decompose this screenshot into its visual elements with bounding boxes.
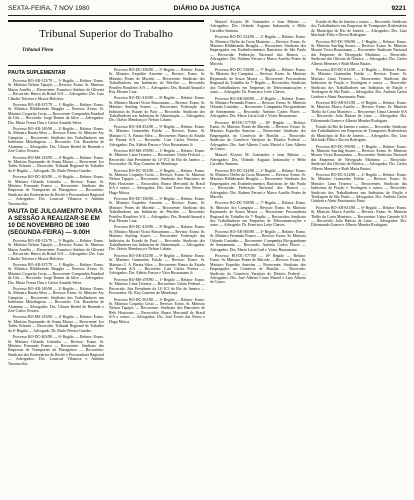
column-1 — [8, 20, 104, 494]
case-entry: Estado do Rio de Janeiro e outros — Recorrido: Sindicato dos Trabalhadores em Empresas de Transportes Rodoviários do Município do Rio de Janeiro — Advogados: Drs. Lino Machado Filho e Dirceu Rodrigues. — [311, 20, 407, 38]
case-entry: Processo RO-AR-140/80 — 2ª Região — Relator: Exmo. Sr. Ministro Barata Silva — Revisor: Exmo. Sr. Ministro Ary Campista — Recorrente: Sindicato dos Trabalhadores nas Indústrias Metalúrgicas — Recorrido: Cia. Brasileira de Alumínio — Advogados: Drs. Ulisses Riedel de Resende e José Carlos Novaes. — [8, 127, 104, 154]
case-entry: Manoel Aloysio M. Guimarães e Ivan Ribeiro — Advogados: Drs. Orlando Augusto Imbassahy e Hélio Carvalho Santana. — [210, 20, 306, 33]
case-entry: Estado do Rio de Janeiro e outros — Recorrido: Sindicato dos Trabalhadores em Empresas de Transportes Rodoviários do Município do Rio de Janeiro — Advogados: Drs. Lino Machado Filho e Dirceu Rodrigues. — [311, 124, 407, 143]
case-entry: Processo RO-DC-538/80 — 7ª Região — Relator: Exmo. Sr. Ministro Ary Campista — Revisor: Exmo. Sr. Ministro Raymundo de Souza Moura — Recorrente: Procuradoria Regional do Trabalho da 7ª Região — Recorridos: Sindicato dos Trabalhadores em Empresas de Telecomunicações e outro — Advogado: Dr. Francisco Leite Chaves. — [210, 201, 306, 228]
case-entry: Processo RO-MS-478/80 — 1ª Região — Relator: Exmo. Sr. Ministro Lima Teixeira — Recorrente: União Federal — Recorrido: Juiz Presidente da 12ª JCJ do Rio de Janeiro — Procurador: Dr. Ruy Carneiro de Mendonça. — [109, 148, 205, 167]
column-2 — [109, 20, 205, 494]
case-entry: Processo RO-AR-631/80 — 6ª Região — Relator: Exmo. Sr. Ministro Marco Aurélio — Revisor: Exmo. Sr. Ministro Thélio da Costa Monteiro — Recorrente: Usina Catende S/A — Recorrido: João Batista de Lima — Advogados: Drs. Dilermando Gomes e Alberto Mendes Rodrigues. — [311, 205, 407, 228]
case-entry: Processo RO-DC-356/80 — 5ª Região — Relator: Exmo. Sr. Ministro Expedito Amorim — Revisor: Exmo. Sr. Ministro Prates de Macedo — Recorrente: Sindicato dos Trabalhadores nas Indústrias do Petróleo — Recorrida: Petróleo Brasileiro S/A — Advogados: Drs. Ronald Amaral e Ruy Moraes Cruz. — [109, 196, 205, 223]
case-entry: Processo RO-DC-577/80 — 10ª Região — Relator: Exmo. Sr. Ministro Prates de Macedo — Revisor: Exmo. Sr. Ministro Expedito Amorim — Recorrente: Sindicato dos Empregados no Comércio de Brasília — Recorrido: Sindicato do Comércio Varejista do Distrito Federal — Advogados: Drs. José Alberto Couto Maciel e Lino Alberto de Castro. — [210, 120, 306, 151]
column-2-text — [109, 68, 205, 195]
case-entry: Processo RO-AR-560/80 — 4ª Região — Relator: Exmo. Sr. Ministro Fernando Franco — Revisor: Exmo. Sr. Ministro Orlando Coutinho — Recorrente: Companhia Rio-grandense de Saneamento — Recorrido: Antônio Carlos Flores — Advogados: Drs. Maria Lúcia Leal e Victor Russomano. — [210, 229, 306, 252]
case-entry: Processo RO-AR-452/80 — 9ª Região — Relator: Exmo. Sr. Ministro Guimarães Falcão — Revisor: Exmo. Sr. Ministro C. A. Barata Silva — Recorrente: Banco do Estado do Paraná S/A — Recorrido: Luiz Carlos Pereira — Advogados: Drs. Edésio Passos e Vitor Russomano Jr. — [109, 253, 205, 276]
column-3-text-continued — [210, 153, 306, 284]
case-entry: Processo RO-DC-590/80 — 1ª Região — Relator: Exmo. Sr. Ministro Starling Soares — Revisor: Exmo. Sr. Ministro Mozart Victor Russomano — Recorrente: Sindicato Nacional das Empresas de Navegação Marítima — Recorrido: Sindicato dos Oficiais de Náutica — Advogados: Drs. Carlos Alberto Menezes e Ruth Maria Bastos. — [311, 144, 407, 171]
case-entry: Processo RO-AR-337/79 — 1ª Região — Relator: Exmo. Sr. Ministro Hildebrando Bisaglia — Revisor: Exmo. Sr. Ministro Coqueijo Costa — Recorrente: Companhia Estadual de Gás — Recorrido: Jorge Ramos da Silva — Advogados: Drs. Maria Tereza Dias e Carlos Arnaldo Selva. — [8, 263, 104, 285]
case-entry: Processo RO-DC-501/80 — 3ª Região — Relator: Exmo. Sr. Ministro Coqueijo Costa — Revisor: Exmo. Sr. Ministro Nelson Tapajós — Recorrente: Sindicato dos Bancários de Belo Horizonte — Recorridos: Banco Mercantil do Brasil S/A e outros — Advogados: Drs. José Torres das Neves e Hugo Mósca. — [109, 297, 205, 324]
case-entry: Processo RO-MS-218/80 — 4ª Região — Relator: Exmo. Sr. Ministro Raymundo de Souza Moura — Recorrente: Ivo Tadeu Schmitt — Recorrido: Tribunal Regional do Trabalho da 4ª Região — Advogado: Dr. Paulo Pereira Guedes. — [8, 155, 104, 173]
court-title: Tribunal Superior do Trabalho — [39, 28, 173, 40]
case-entry: Manoel Aloysio M. Guimarães e Ivan Ribeiro — Advogados: Drs. Orlando Augusto Imbassahy e Hélio Carvalho Santana. — [210, 153, 306, 167]
column-4 — [311, 20, 407, 494]
column-4-text — [311, 20, 407, 123]
case-entry: Processo RO-AR-125/79 — 3ª Região — Relator: Exmo. Sr. Ministro Nelson Tapajós — Revisor: Exmo. Sr. Ministro Marco Aurélio — Recorrente: Francisco Antônio de Oliveira — Recorrido: Banco do Brasil S/A — Advogados: Drs. Luiz Cláudio Teixeira e Moacir Belchior. — [8, 238, 104, 261]
case-entry: Processo RO-DC-538/80 — 7ª Região — Relator: Exmo. Sr. Ministro Ary Campista — Revisor: Exmo. Sr. Ministro Raymundo de Souza Moura — Recorrente: Procuradoria Regional do Trabalho da 7ª Região — Recorridos: Sindicato dos Trabalhadores em Empresas de Telecomunicações e outro — Advogado: Dr. Francisco Leite Chaves. — [210, 68, 306, 95]
case-entry: Processo RO-MS-218/80 — 4ª Região — Relator: Exmo. Sr. Ministro Raymundo de Souza Moura — Recorrente: Ivo Tadeu Schmitt — Recorrido: Tribunal Regional do Trabalho da 4ª Região — Advogado: Dr. Paulo Pereira Guedes. — [8, 315, 104, 333]
column-1-text-continued — [8, 239, 104, 366]
case-entry: Processo RO-DC-612/80 — 2ª Região — Relator: Exmo. Sr. Ministro Guimarães Falcão — Revisor: Exmo. Sr. Ministro Lima Teixeira — Recorrentes: Sindicato das Indústrias de Fiação e Tecelagem e outros — Recorrido: Sindicato dos Trabalhadores nas Indústrias de Fiação e Tecelagem de São Paulo — Advogados: Drs. Antônio Carlos Guidoni e Almir Pazzianotto Pinto. — [311, 68, 407, 99]
case-entry: Processo RO-DC-410/80 — 8ª Região — Relator: Exmo. Sr. Ministro Mozart Victor Russomano — Revisor: Exmo. Sr. Ministro Starling Soares — Recorrente: Federação das Indústrias do Estado do Pará — Recorrido: Sindicato dos Trabalhadores nas Indústrias de Alimentação — Advogados: Drs. Otávio Mendonça e Nelson Lobato. — [109, 225, 205, 252]
case-entry: Processo RO-AR-125/79 — 3ª Região — Relator: Exmo. Sr. Ministro Nelson Tapajós — Revisor: Exmo. Sr. Ministro Marco Aurélio — Recorrente: Francisco Antônio de Oliveira — Recorrido: Banco do Brasil S/A — Advogados: Drs. Luiz Cláudio Teixeira e Moacir Belchior. — [8, 79, 104, 101]
court-subtitle: Tribunal Pleno — [22, 48, 54, 53]
page-header — [8, 5, 406, 16]
case-entry: Processo RO-AR-631/80 — 6ª Região — Relator: Exmo. Sr. Ministro Marco Aurélio — Revisor: Exmo. Sr. Ministro Thélio da Costa Monteiro — Recorrente: Usina Catende S/A — Recorrido: João Batista de Lima — Advogados: Drs. Dilermando Gomes e Alberto Mendes Rodrigues. — [311, 100, 407, 123]
case-entry: Processo RO-AR-560/80 — 4ª Região — Relator: Exmo. Sr. Ministro Fernando Franco — Revisor: Exmo. Sr. Ministro Orlando Coutinho — Recorrente: Companhia Rio-grandense de Saneamento — Recorrido: Antônio Carlos Flores — Advogados: Drs. Maria Lúcia Leal e Victor Russomano. — [210, 96, 306, 119]
case-entry: Processo RO-AR-337/79 — 1ª Região — Relator: Exmo. Sr. Ministro Hildebrando Bisaglia — Revisor: Exmo. Sr. Ministro Coqueijo Costa — Recorrente: Companhia Estadual de Gás — Recorrido: Jorge Ramos da Silva — Advogados: Drs. Maria Tereza Dias e Carlos Arnaldo Selva. — [8, 103, 104, 125]
case-entry: Processo RO-DC-612/80 — 2ª Região — Relator: Exmo. Sr. Ministro Guimarães Falcão — Revisor: Exmo. Sr. Ministro Lima Teixeira — Recorrentes: Sindicato das Indústrias de Fiação e Tecelagem e outros — Recorrido: Sindicato dos Trabalhadores nas Indústrias de Fiação e Tecelagem de São Paulo — Advogados: Drs. Antônio Carlos Guidoni e Almir Pazzianotto Pinto. — [311, 173, 407, 204]
column-3 — [210, 20, 306, 494]
column-4-text-continued — [311, 125, 407, 228]
issue-date: SEXTA-FEIRA, 7 NOV 1980 — [8, 5, 90, 12]
case-entry: Processo RO-DC-524/80 — 2ª Região — Relator: Exmo. Sr. Ministro Thélio da Costa Monteiro — Revisor: Exmo. Sr. Ministro Hildebrando Bisaglia — Recorrente: Sindicato dos Empregados em Estabelecimentos Bancários de São Paulo — Recorrida: Federação Nacional dos Bancos — Advogados: Drs. Rubens Ferrari e Marco Aurélio Prates de Macedo. — [210, 168, 306, 200]
publication-title: DIÁRIO DA JUSTIÇA — [173, 5, 241, 12]
section-heading-pauta: PAUTA SUPLEMENTAR — [8, 70, 66, 76]
page-number: 9221 — [391, 5, 406, 12]
case-entry: Processo RO-DC-577/80 — 10ª Região — Relator: Exmo. Sr. Ministro Prates de Macedo — Revisor: Exmo. Sr. Ministro Expedito Amorim — Recorrente: Sindicato dos Empregados no Comércio de Brasília — Recorrido: Sindicato do Comércio Varejista do Distrito Federal — Advogados: Drs. José Alberto Couto Maciel e Lino Alberto de Castro. — [210, 253, 306, 285]
case-entry: Processo RO-AR-140/80 — 2ª Região — Relator: Exmo. Sr. Ministro Barata Silva — Revisor: Exmo. Sr. Ministro Ary Campista — Recorrente: Sindicato dos Trabalhadores nas Indústrias Metalúrgicas — Recorrido: Cia. Brasileira de Alumínio — Advogados: Drs. Ulisses Riedel de Resende e José Carlos Novaes. — [8, 287, 104, 314]
case-entry: Processo RO-AR-452/80 — 9ª Região — Relator: Exmo. Sr. Ministro Guimarães Falcão — Revisor: Exmo. Sr. Ministro C. A. Barata Silva — Recorrente: Banco do Estado do Paraná S/A — Recorrido: Luiz Carlos Pereira — Advogados: Drs. Edésio Passos e Vitor Russomano Jr. — [109, 124, 205, 147]
court-masthead — [8, 20, 204, 66]
column-1-text — [8, 79, 104, 206]
case-entry: Processo RO-DC-524/80 — 2ª Região — Relator: Exmo. Sr. Ministro Thélio da Costa Monteiro — Revisor: Exmo. Sr. Ministro Hildebrando Bisaglia — Recorrente: Sindicato dos Empregados em Estabelecimentos Bancários de São Paulo — Recorrida: Federação Nacional dos Bancos — Advogados: Drs. Rubens Ferrari e Marco Aurélio Prates de Macedo. — [210, 35, 306, 66]
case-entry: Processo RO-DC-402/80 — 6ª Região — Relator: Exmo. Sr. Ministro Orlando Coutinho — Revisor: Exmo. Sr. Ministro Fernando Franco — Recorrente: Sindicato das Empresas de Transportes de Passageiros — Recorridos: Sindicato dos Rodoviários do Recife e Procuradoria Regional — Advogados: Drs. Lourival Vilanova e Antônio Vasconcelos. — [8, 335, 104, 366]
case-entry: Processo RO-DC-356/80 — 5ª Região — Relator: Exmo. Sr. Ministro Expedito Amorim — Revisor: Exmo. Sr. Ministro Prates de Macedo — Recorrente: Sindicato dos Trabalhadores nas Indústrias do Petróleo — Recorrida: Petróleo Brasileiro S/A — Advogados: Drs. Ronald Amaral e Ruy Moraes Cruz. — [109, 68, 205, 95]
case-entry: Processo RO-MS-478/80 — 1ª Região — Relator: Exmo. Sr. Ministro Lima Teixeira — Recorrente: União Federal — Recorrido: Juiz Presidente da 12ª JCJ do Rio de Janeiro — Procurador: Dr. Ruy Carneiro de Mendonça. — [109, 277, 205, 296]
column-3-text — [210, 20, 306, 151]
column-2-text-continued — [109, 197, 205, 324]
section-heading-session: PAUTA DE JULGAMENTO PARA A SESSÃO A REALIZAR-SE EM 10 DE NOVEMBRO DE 1980 (SEGUNDA-FEIRA) — 9.00H — [8, 207, 102, 236]
case-entry: Processo RO-DC-590/80 — 1ª Região — Relator: Exmo. Sr. Ministro Starling Soares — Revisor: Exmo. Sr. Ministro Mozart Victor Russomano — Recorrente: Sindicato Nacional das Empresas de Navegação Marítima — Recorrido: Sindicato dos Oficiais de Náutica — Advogados: Drs. Carlos Alberto Menezes e Ruth Maria Bastos. — [311, 39, 407, 66]
case-entry: Processo RO-DC-402/80 — 6ª Região — Relator: Exmo. Sr. Ministro Orlando Coutinho — Revisor: Exmo. Sr. Ministro Fernando Franco — Recorrente: Sindicato das Empresas de Transportes de Passageiros — Recorridos: Sindicato dos Rodoviários do Recife e Procuradoria Regional — Advogados: Drs. Lourival Vilanova e Antônio Vasconcelos. — [8, 175, 104, 206]
case-entry: Processo RO-DC-410/80 — 8ª Região — Relator: Exmo. Sr. Ministro Mozart Victor Russomano — Revisor: Exmo. Sr. Ministro Starling Soares — Recorrente: Federação das Indústrias do Estado do Pará — Recorrido: Sindicato dos Trabalhadores nas Indústrias de Alimentação — Advogados: Drs. Otávio Mendonça e Nelson Lobato. — [109, 96, 205, 123]
case-entry: Processo RO-DC-501/80 — 3ª Região — Relator: Exmo. Sr. Ministro Coqueijo Costa — Revisor: Exmo. Sr. Ministro Nelson Tapajós — Recorrente: Sindicato dos Bancários de Belo Horizonte — Recorridos: Banco Mercantil do Brasil S/A e outros — Advogados: Drs. José Torres das Neves e Hugo Mósca. — [109, 168, 205, 195]
